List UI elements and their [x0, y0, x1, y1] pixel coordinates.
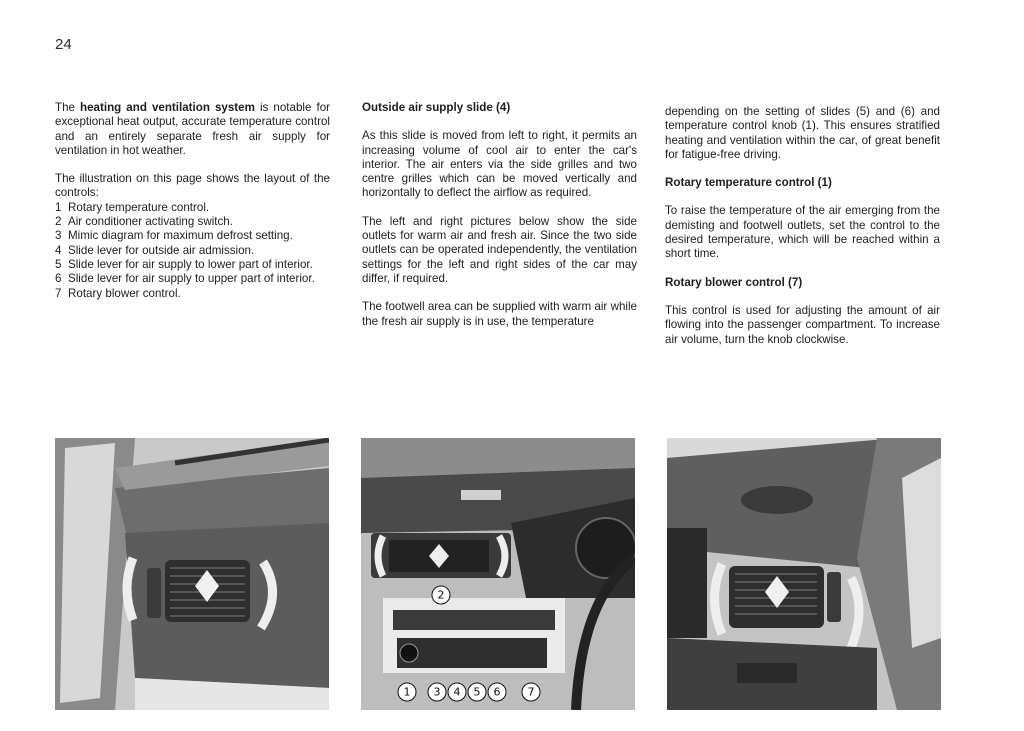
- intro-lead-bold: heating and ventilation system: [80, 101, 255, 114]
- callout-6: 6: [493, 685, 501, 699]
- temp-control-heading: Rotary temperature control (1): [665, 176, 832, 190]
- list-item: 1 Rotary temperature control.: [55, 200, 210, 214]
- callout-1: 1: [403, 685, 411, 699]
- list-item: 6 Slide lever for air supply to upper part of interior.: [55, 272, 315, 286]
- outside-air-paragraph-1: As this slide is moved from left to right, it permits an increasing volume of cool air to enter the car's interior. The air enters via the side grilles and two centre grilles which can be moved vertically and horizontally to deflect the airflow as required.: [362, 129, 637, 200]
- callout-5: 5: [473, 685, 481, 699]
- continuation-paragraph: depending on the setting of slides (5) and (6) and temperature control knob (1). This ensures stratified heating and ventilation within the car, of great benefit for fatigue-free driving.: [665, 105, 940, 161]
- callout-2: 2: [437, 588, 445, 602]
- left-outlet-illustration: [55, 438, 329, 710]
- controls-column: [665, 105, 940, 361]
- list-item: 4 Slide lever for outside air admission.: [55, 243, 255, 257]
- left-outlet-photo: [55, 438, 329, 710]
- callout-3: 3: [433, 685, 441, 699]
- callout-4: 4: [453, 685, 461, 699]
- intro-column: [55, 101, 330, 301]
- blower-control-heading: Rotary blower control (7): [665, 275, 803, 289]
- callout-7: 7: [527, 685, 535, 699]
- intro-paragraph: The heating and ventilation system is notable for exceptional heat output, accurate temperature control and an entirely separate fresh air supply for ventilation in hot weather.: [55, 101, 331, 157]
- list-item: 7 Rotary blower control.: [55, 286, 181, 300]
- center-console-photo: [361, 438, 635, 710]
- outside-air-paragraph-3: The footwell area can be supplied with warm air while the fresh air supply is in use, the temperature: [362, 300, 637, 328]
- list-item: 2 Air conditioner activating switch.: [55, 215, 233, 229]
- illustration-text: The illustration on this page shows the layout of the controls:: [55, 172, 330, 200]
- temp-control-paragraph: To raise the temperature of the air emerging from the demisting and footwell outlets, set the control to the desired temperature, which will be reached within a short time.: [665, 204, 940, 261]
- outside-air-column: [362, 101, 637, 343]
- page-number: 24: [55, 36, 72, 53]
- outside-air-paragraph-2: The left and right pictures below show the side outlets for warm air and fresh air. Since the two side outlets can be operated independently, the ventilation settings for the left and right sides of the car may differ, if required.: [362, 214, 637, 285]
- right-outlet-photo: [667, 438, 941, 710]
- outside-air-heading: Outside air supply slide (4): [362, 101, 511, 114]
- center-console-illustration: [361, 438, 635, 710]
- blower-control-paragraph: This control is used for adjusting the amount of air flowing into the passenger compartment. To increase air volume, turn the knob clockwise.: [665, 303, 940, 346]
- right-outlet-illustration: [667, 438, 941, 710]
- controls-list: [55, 201, 330, 301]
- list-item: 3 Mimic diagram for maximum defrost setting.: [55, 229, 293, 243]
- list-item: 5 Slide lever for air supply to lower part of interior.: [55, 257, 313, 271]
